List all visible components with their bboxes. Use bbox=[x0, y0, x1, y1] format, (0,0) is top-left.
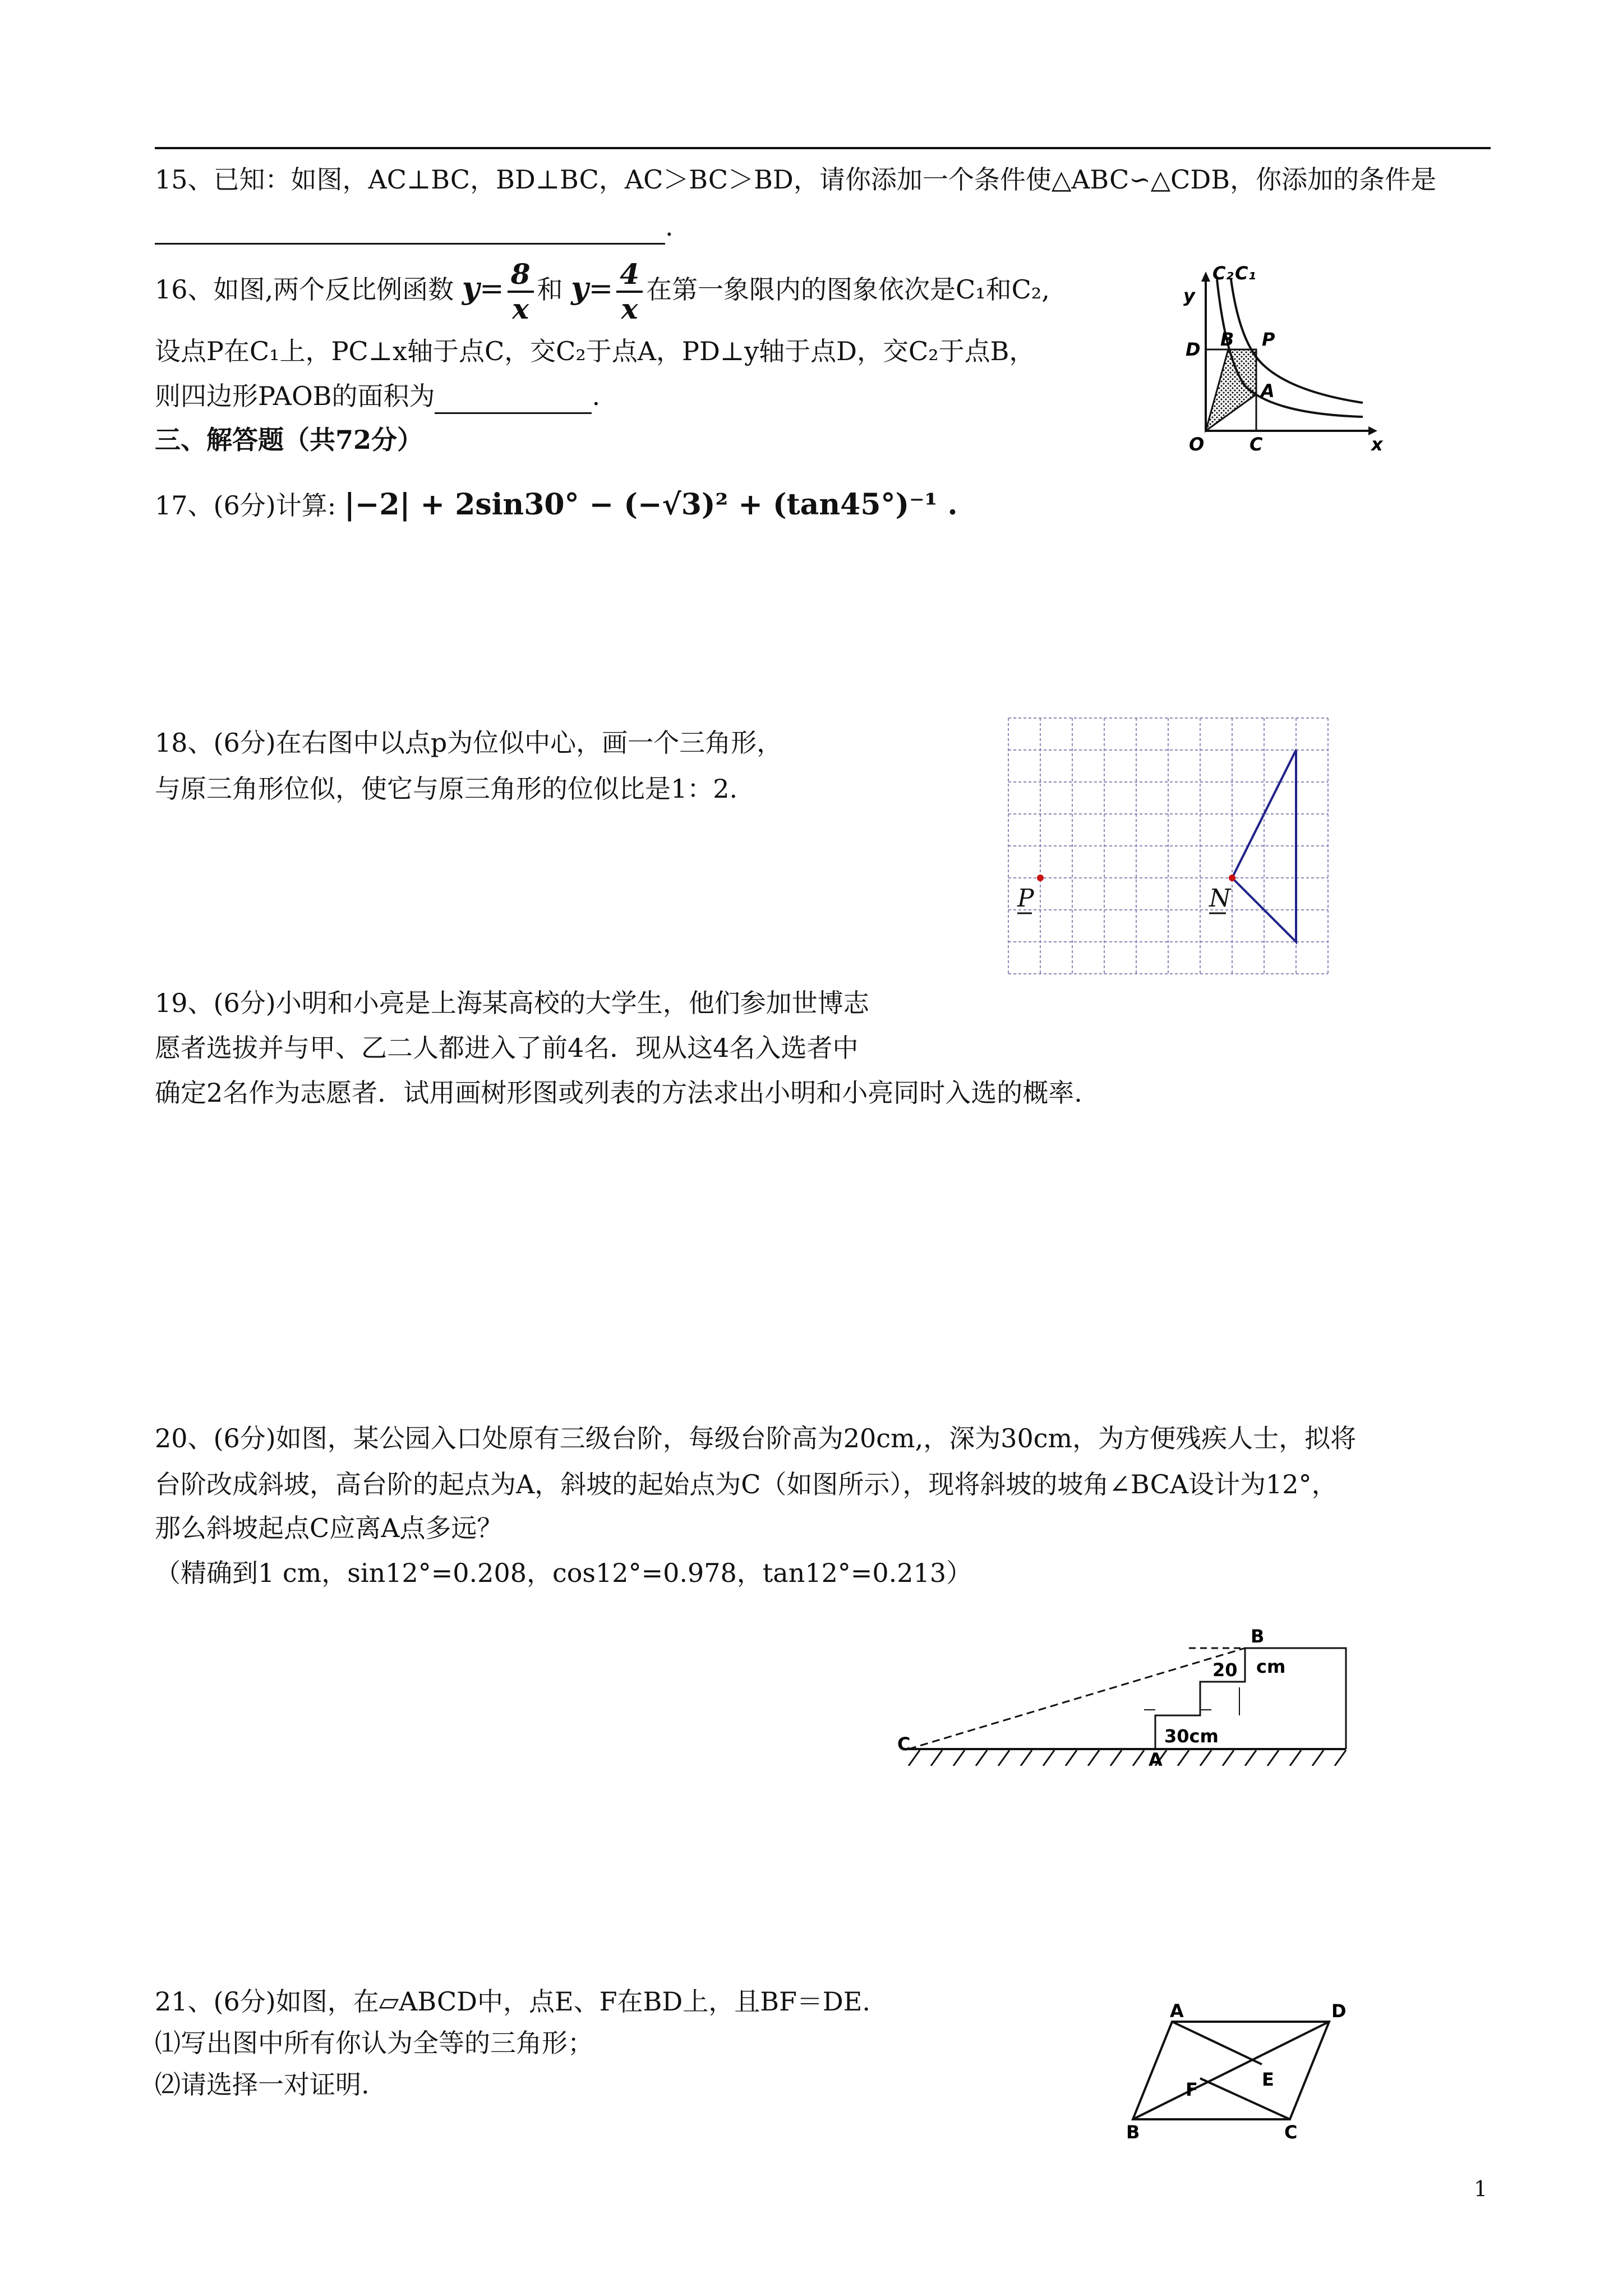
q17-expression: |−2| + 2sin30° − (−√3)² + (tan45°)⁻¹ . bbox=[344, 487, 958, 522]
q21-line-cf bbox=[1200, 2078, 1290, 2119]
q21-label-a: A bbox=[1170, 2001, 1184, 2022]
q16-y1: y bbox=[462, 270, 480, 306]
q18-grid-lines bbox=[1008, 718, 1328, 974]
q20-line4: （精确到1 cm，sin12°=0.208，cos12°=0.978，tan12°=0.213） bbox=[155, 1558, 972, 1588]
q16-mid: 和 bbox=[537, 274, 563, 305]
q17-line bbox=[155, 487, 958, 523]
q16-prefix: 16、如图,两个反比例函数 bbox=[155, 274, 454, 305]
q21-parallelogram-figure bbox=[1122, 2001, 1357, 2142]
q21-line1: 21、(6分)如图，在▱ABCD中，点E、F在BD上，且BF＝DE. bbox=[155, 1986, 871, 2017]
q20-stairs-figure bbox=[897, 1603, 1380, 1766]
q18-line1: 18、(6分)在右图中以点p为位似中心，画一个三角形， bbox=[155, 728, 783, 758]
fig16-label-d: D bbox=[1186, 339, 1201, 360]
q21-label-b: B bbox=[1126, 2122, 1140, 2142]
q16-eq1: = bbox=[479, 272, 504, 306]
q18-point-n bbox=[1229, 875, 1235, 881]
q19-line2: 愿者选拔并与甲、乙二人都进入了前4名．现从这4名入选者中 bbox=[155, 1033, 859, 1063]
q15-end: . bbox=[665, 211, 674, 242]
q16-answer-blank[interactable] bbox=[435, 389, 592, 414]
q16-y2: y bbox=[571, 270, 589, 306]
fig16-label-c2: C₂ bbox=[1212, 263, 1234, 284]
q20-line1: 20、(6分)如图，某公园入口处原有三级台阶，每级台阶高为20cm,，深为30cm，为方便残疾人士，拟将 bbox=[155, 1423, 1357, 1453]
q21-line3: ⑵请选择一对证明. bbox=[155, 2069, 370, 2100]
fig16-label-p: P bbox=[1262, 329, 1275, 350]
q15-answer-line bbox=[155, 209, 674, 245]
q16-suffix: 在第一象限内的图象依次是C₁和C₂, bbox=[645, 274, 1050, 305]
q19-line1: 19、(6分)小明和小亮是上海某高校的大学生，他们参加世博志 bbox=[155, 988, 869, 1018]
q20-line2: 台阶改成斜坡，高台阶的起点为A，斜坡的起始点为C（如图所示），现将斜坡的坡角∠BCA设计为12°， bbox=[155, 1469, 1338, 1499]
q20-label-a: A bbox=[1149, 1749, 1163, 1766]
section3-heading: 三、解答题（共72分） bbox=[155, 425, 423, 455]
q18-line2: 与原三角形位似，使它与原三角形的位似比是1：2. bbox=[155, 774, 738, 804]
q16-line2: 设点P在C₁上，PC⊥x轴于点C，交C₂于点A，PD⊥y轴于点D，交C₂于点B， bbox=[155, 336, 1035, 366]
q21-diagonal-bd bbox=[1133, 2022, 1329, 2119]
fig16-label-c1: C₁ bbox=[1235, 263, 1256, 284]
page-number: 1 bbox=[1474, 2177, 1488, 2201]
q21-line-ae bbox=[1172, 2022, 1262, 2064]
q21-line2: ⑴写出图中所有你认为全等的三角形； bbox=[155, 2028, 593, 2058]
q21-label-f: F bbox=[1186, 2079, 1198, 2100]
q18-grid-figure bbox=[1006, 716, 1337, 977]
fig16-label-x: x bbox=[1371, 434, 1383, 455]
fig16-label-a: A bbox=[1261, 380, 1275, 402]
q16-line3 bbox=[155, 378, 600, 414]
q20-label-b: B bbox=[1251, 1626, 1265, 1647]
q16-frac2 bbox=[616, 258, 643, 325]
top-rule bbox=[155, 147, 1491, 149]
q17-prefix: 17、(6分)计算: bbox=[155, 490, 336, 521]
q20-label-20: 20 bbox=[1212, 1659, 1238, 1681]
q21-label-d: D bbox=[1331, 2001, 1347, 2022]
fig16-label-c: C bbox=[1249, 434, 1263, 455]
fig16-label-o: O bbox=[1189, 434, 1205, 455]
q16-eq2: = bbox=[588, 272, 614, 306]
q20-line3: 那么斜坡起点C应离A点多远？ bbox=[155, 1513, 503, 1543]
q16-line3-text: 则四边形PAOB的面积为 bbox=[155, 381, 435, 411]
q21-label-e: E bbox=[1262, 2069, 1274, 2090]
q16-frac1-den: x bbox=[512, 292, 529, 325]
q15-answer-blank[interactable] bbox=[155, 219, 665, 245]
q20-label-c: C bbox=[897, 1733, 911, 1755]
q18-label-n: N bbox=[1209, 884, 1231, 913]
q16-line1 bbox=[155, 258, 1050, 325]
q16-frac2-num: 4 bbox=[616, 258, 643, 293]
q20-label-30cm: 30cm bbox=[1164, 1726, 1219, 1747]
q16-line3-end: . bbox=[592, 381, 601, 411]
fig16-label-y: y bbox=[1183, 285, 1195, 306]
q20-label-cm: cm bbox=[1256, 1656, 1286, 1677]
q21-label-c: C bbox=[1284, 2122, 1298, 2142]
q16-frac2-den: x bbox=[621, 292, 638, 325]
q18-label-p: P bbox=[1017, 884, 1034, 913]
fig16-graph bbox=[1178, 257, 1385, 459]
q15-text: 15、已知：如图，AC⊥BC，BD⊥BC，AC＞BC＞BD，请你添加一个条件使△ABC∽△CDB，你添加的条件是 bbox=[155, 164, 1437, 195]
fig16-label-b: B bbox=[1220, 329, 1234, 350]
q16-frac1 bbox=[508, 258, 534, 325]
q18-point-p bbox=[1037, 875, 1044, 881]
q16-frac1-num: 8 bbox=[508, 258, 534, 293]
q19-line3: 确定2名作为志愿者．试用画树形图或列表的方法求出小明和小亮同时入选的概率. bbox=[155, 1078, 1082, 1108]
q20-ground-hatch bbox=[909, 1750, 1346, 1766]
